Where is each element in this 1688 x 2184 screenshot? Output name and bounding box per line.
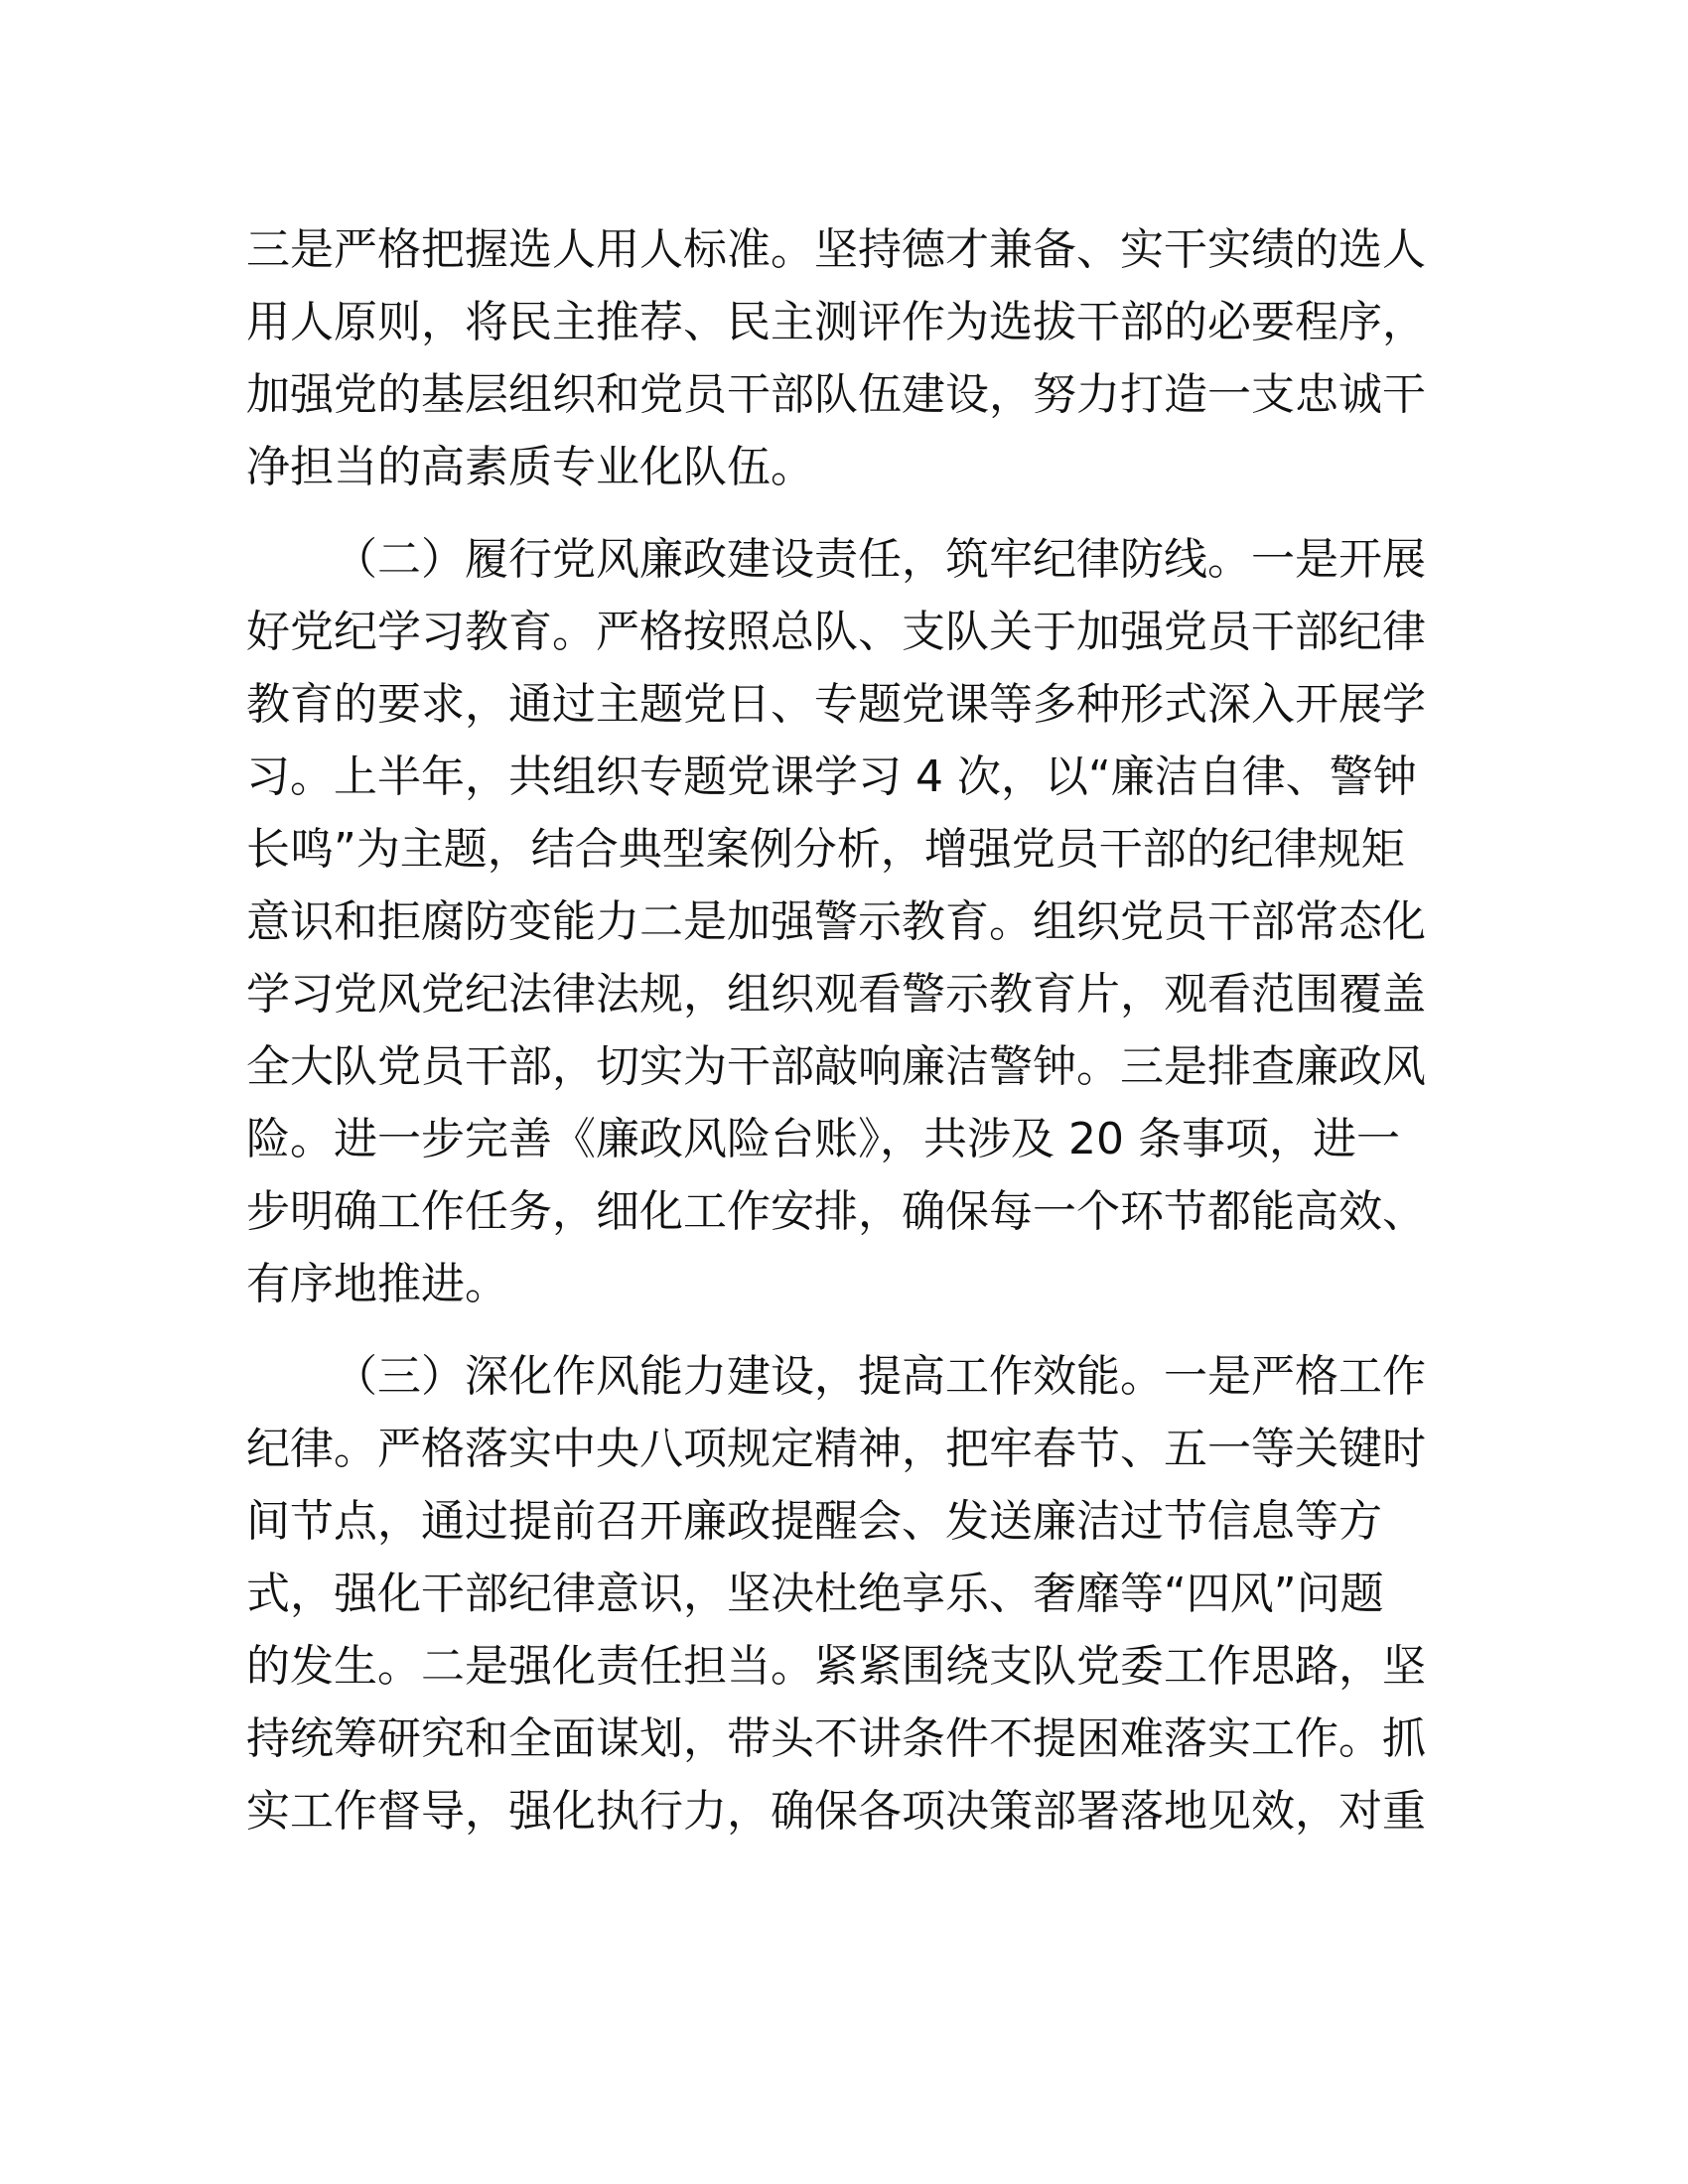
paragraph-2-line-9: 险。进一步完善《廉政风险台账》，共涉及 20 条事项，进一 <box>246 1114 1400 1164</box>
paragraph-3-line-6: 持统筹研究和全面谋划，带头不讲条件不提困难落实工作。抓 <box>246 1713 1426 1764</box>
paragraph-2-line-2: 好党纪学习教育。严格按照总队、支队关于加强党员干部纪律 <box>246 607 1426 657</box>
paragraph-2-line-6: 意识和拒腐防变能力二是加强警示教育。组织党员干部常态化 <box>246 896 1426 947</box>
paragraph-gap <box>246 1320 1438 1340</box>
paragraph-2-line-3: 教育的要求，通过主题党日、专题党课等多种形式深入开展学 <box>246 679 1426 730</box>
paragraph-3-line-1: （三）深化作风能力建设，提高工作效能。一是严格工作 <box>334 1351 1426 1402</box>
paragraph-3-line-4: 式，强化干部纪律意识，坚决杜绝享乐、奢靡等“四风”问题 <box>246 1569 1384 1619</box>
paragraph-1-line-2: 用人原则，将民主推荐、民主测评作为选拔干部的必要程序， <box>246 297 1426 347</box>
paragraph-2-line-7: 学习党风党纪法律法规，组织观看警示教育片，观看范围覆盖 <box>246 969 1426 1020</box>
paragraph-3-line-2: 纪律。严格落实中央八项规定精神，把牢春节、五一等关键时 <box>246 1424 1426 1474</box>
paragraph-gap <box>246 503 1438 523</box>
paragraph-2-line-8: 全大队党员干部，切实为干部敲响廉洁警钟。三是排查廉政风 <box>246 1041 1426 1092</box>
paragraph-1-line-4: 净担当的高素质专业化队伍。 <box>246 442 814 492</box>
paragraph-1-line-3: 加强党的基层组织和党员干部队伍建设，努力打造一支忠诚干 <box>246 369 1426 420</box>
paragraph-3-line-7: 实工作督导，强化执行力，确保各项决策部署落地见效，对重 <box>246 1786 1426 1837</box>
paragraph-2-line-5: 长鸣”为主题，结合典型案例分析，增强党员干部的纪律规矩 <box>246 824 1405 875</box>
paragraph-2-line-1: （二）履行党风廉政建设责任，筑牢纪律防线。一是开展 <box>334 534 1426 585</box>
paragraph-1-line-1: 三是严格把握选人用人标准。坚持德才兼备、实干实绩的选人 <box>246 224 1426 275</box>
paragraph-3-line-5: 的发生。二是强化责任担当。紧紧围绕支队党委工作思路，坚 <box>246 1641 1426 1692</box>
document-body <box>246 213 1438 1847</box>
paragraph-3-line-3: 间节点，通过提前召开廉政提醒会、发送廉洁过节信息等方 <box>246 1496 1382 1547</box>
paragraph-2-line-10: 步明确工作任务，细化工作安排，确保每一个环节都能高效、 <box>246 1186 1426 1237</box>
paragraph-2-line-4: 习。上半年，共组织专题党课学习 4 次，以“廉洁自律、警钟 <box>246 751 1417 802</box>
paragraph-2-line-11: 有序地推进。 <box>246 1259 508 1309</box>
